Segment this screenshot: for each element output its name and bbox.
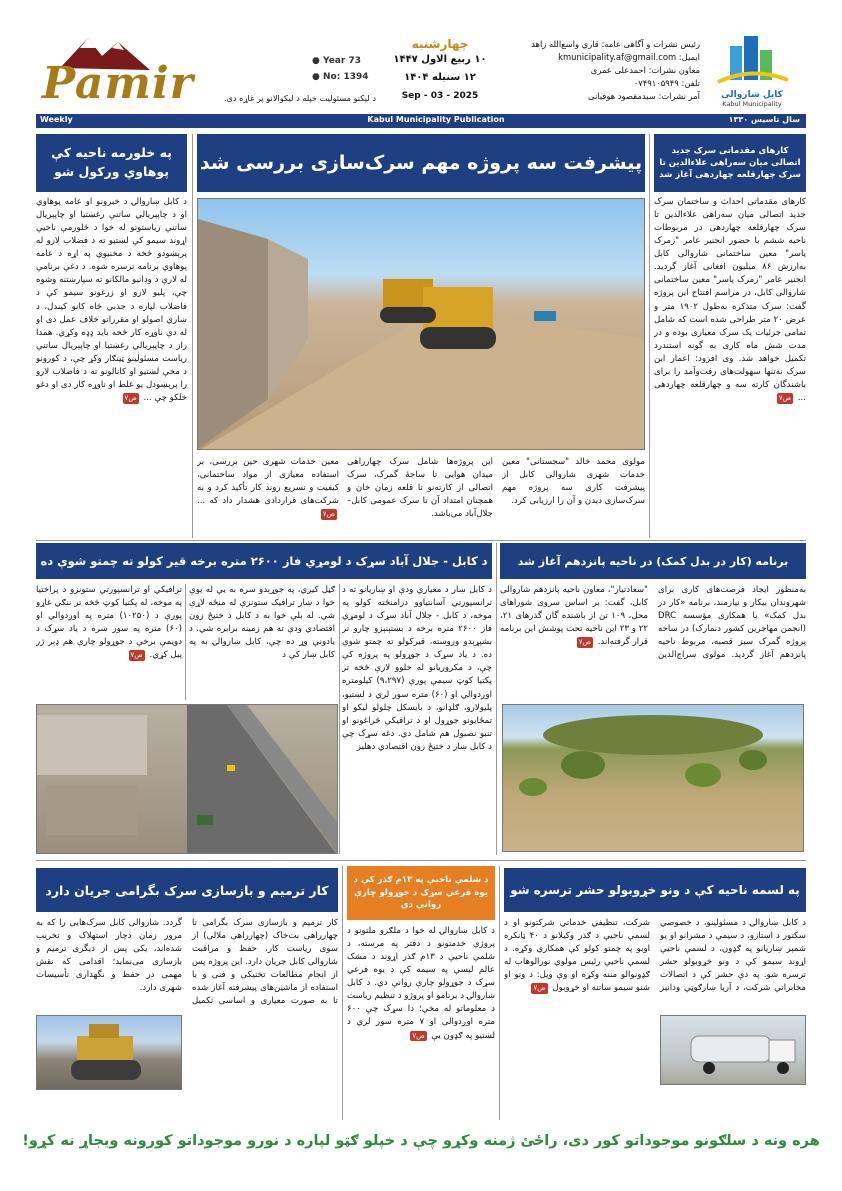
staff-line: معاون نشرات: احمدعلی عمری — [590, 65, 700, 76]
left-story-headline: په خلورمه ناحیه کې پوهاوي ورکول شو — [36, 134, 187, 192]
page-ref: ص۷ — [124, 393, 137, 402]
staff-line: ایمیل: kmunicipality.af@gmail.com — [558, 52, 700, 63]
staff-box — [500, 38, 700, 103]
disclaimer: د لیکنو مسئولیت خپله د لیکوالانو پر غاړه دی. — [223, 93, 376, 103]
divider — [36, 540, 806, 541]
page-ref: ص۷ — [322, 510, 335, 519]
divider — [649, 134, 650, 538]
divider — [496, 543, 497, 855]
bottom-right-headline: په لسمه ناحیه کې د ونو خړوبولو حشر ترسره شو — [504, 868, 806, 912]
founded-label: سال تاسیس ۱۳۳۰ — [728, 115, 800, 124]
pamir-logo — [40, 28, 194, 109]
lead-col-1: مولوی محمد خالد "سجستانی" معین خدمات شهری شاروالی کابل از پیشرفت کاری سه پروژه مهم سرک‌سازی دیدن و آن را ارزیابی کرد. — [502, 457, 645, 507]
staff-line: تلفن: ۰۷۴۹۱۰۵۹۴۹ — [633, 78, 700, 89]
mid-right-col-2: ګڼل کیږي، په جوړېدو سره به یې له یوې خوا د ښار ترافیک ستونزې له منځه لاړې شي. له بلې خوا به د کابل د ختیځ زون اقتصادي ودې ته هم زمینه برابره شي. د یادونې وړ ده چې، کابل ښاروالۍ به په کابل ښار کې د — [189, 585, 335, 661]
date-solar: ۱۲ سنبله ۱۴۰۴ — [404, 72, 476, 83]
masthead-strip — [36, 114, 806, 128]
bottom-mid-headline: د شلمې ناحیې په ۱۳م ګذر کې د یوه فرعي سړک د جوړولو چارې روانې دي — [347, 866, 495, 920]
road-repair-photo — [36, 1015, 182, 1090]
highway-aerial-photo — [36, 704, 338, 854]
bottom-right-body: د کابل ښاروالۍ د مسئولینو، د خصوصي سکتور د استازو، د سیمې د مشرانو او یو شمېر ښاریانو په ګډون، د لسمې ناحیې اړوند سیمو کې د ونو خړوبولو حشر ترسره شو. په دې حشر کې د اتصالات مخابراتي شرکت، د آریا ښارګوټي ودانیز شرکت، تنظیفي خدماتي شرکتونو او د لسمې ناحیې د ګذر وکیلانو د ۴۰ ټانکره اوبو په چمتو کولو کې همکاري وکړه. د لسمې ناحیې رئیس مولوي نورالوهاب له ګډونوالو مننه وکړه او وې ویل: د ونو او شنو سیمو ساتنه او خړوبول ص۷ — [504, 918, 806, 994]
logo-text: Pamir — [42, 58, 194, 109]
page-ref: ص۷ — [578, 638, 591, 647]
tanker-truck-image — [661, 1016, 806, 1085]
muni-name-en: Kabul Municipality — [722, 100, 782, 108]
year-label: ● Year 73 — [312, 56, 361, 66]
weekday: چهارشنبه — [411, 37, 469, 51]
bottom-left-headline: کار ترمیم و بازسازی سرک بگرامی جریان دارد — [36, 868, 338, 912]
divider — [339, 584, 340, 854]
right-story-headline: کارهای مقدماتی سرک جدید اتصالی میان سه‌راهی علاءالدین تا سرک چهارقلعه چهاردهی آغاز شد — [654, 134, 806, 192]
mid-left-body: به‌منظور ایجاد فرصت‌های کاری برای شهروندان بیکار و نیازمند، برنامه «کار در بدل کمک» با همکاری مؤسسه DRC (انجمن مهاجرین کشور دنمارک) در ساحه پروژه گمرک سبز قصبه، مربوط ناحیه پانزدهم آغاز گردید. مولوی سراج‌الدین "سعادتیار"، معاون ناحیه پانزدهم شاروالی کابل، گفت: بر اساس سروی شوراهای محل، ۱۰۹ تن از باشنده گان گذرهای ۲۱، ۲۲ و ۲۳ این ناحیه تحت پوشش این برنامه قرار گرفته‌اند. ص۷ — [500, 585, 806, 661]
water-tanker-photo — [660, 1015, 806, 1085]
divider — [342, 866, 343, 1120]
right-story-body: کارهای مقدماتی احداث و ساختمان سرک جدید اتصالی میان سه‌راهی علاءالدین تا سرک چهارقلعه چهاردهی در مربوطات ناحیه ششم با حضور انجنیر عامر "زمرک یاسر" معین ساختمانی شاروالی کابل به‌ارزش ۸۶ میلیون افغانی آغاز گردید. انجنیر عامر "زمرک یاسر" معین ساختمانی شاروالی کابل، در مراسم افتتاح این پروژه گفت: سرک متذکره به‌طول ۱۹۰۲ متر و عرض ۲۰ متر طراحی شده است که شامل تمامی جزئیات یک سرک معیاری بوده و در مدت شش ماه کاری به گونه استندرد تکمیل خواهد شد. وی افزود: اعمار این سرک نه‌تنها سهولت‌های رفت‌وآمد را برای باشندگان کارته سه و چهارقلعه چهاردهی ... ص۷ — [654, 197, 806, 403]
mid-right-headline: د کابل - جلال آباد سړک د لومړي فاز ۲۶۰۰ متره برخه قیر کولو ته چمتو شوې ده — [36, 543, 492, 579]
page-ref: ص۷ — [130, 651, 143, 660]
masthead — [0, 0, 842, 113]
divider — [499, 866, 500, 1120]
lead-headline: پیشرفت سه پروژه مهم سرک‌سازی بررسی شد — [197, 134, 645, 192]
mid-right-col-3: ترافیکي او ترانسپورتي ستونزو د پراختیا په موخه، له پکتیا کوټ څخه تر ننګي غاړو پورې د (۱۰۲۵۰) متره په اوږدوالي او (۶۰) متره په سور سره د یاد سړک د دویمې برخې د جوړولو چارې هم ډېر ژر پیل کړي. ص۷ — [36, 585, 182, 661]
divider — [36, 860, 806, 861]
page-ref: ص۷ — [533, 984, 546, 993]
road-construction-image — [198, 199, 645, 450]
divider — [192, 134, 193, 538]
weekly-label: Weekly — [40, 115, 73, 124]
mid-left-headline: برنامه (کار در بدل کمک) در ناحیه پانزدهم آغاز شد — [500, 543, 806, 579]
footer-slogan: هره ونه د سلګونو موجوداتو کور دی، راځئ ژمنه وکړو چې د خپلو ګټو لپاره د نورو موجوداتو کورونه ویجاړ نه کړو! — [22, 1133, 820, 1149]
issue-label: ● No: 1394 — [312, 72, 369, 82]
trees-photo — [502, 704, 804, 852]
roller-machine-image — [37, 1016, 182, 1090]
lead-col-2: این پروژه‌ها شامل سرک چهارراهی میدان هوایی تا ساحهٔ گمرک، سرک اتصالی از کارته‌نو تا قلعه زمان خان و همچنان امتداد آن تا سرک عمومی کابل–جلال‌آباد می‌باشد. — [347, 457, 493, 520]
page-ref: ص۷ — [778, 393, 792, 402]
city-buildings-icon — [712, 30, 792, 86]
bottom-left-body: کار ترمیم و بازسازی سرک بگرامی تا چهارراهی بت‌خاک (چهارراهی ملالی) از سوی ریاست کار، حفظ و مراقبت شاروالی کابل جریان دارد. این پروژه پس از انجام مطالعات تخنیکی و فنی و با استفاده از ماشین‌های پیشرفته آغاز شده تا به صورت معیاری و اساسی تکمیل گردد. شاروالی کابل سرک‌هایی را که به مرور زمان دچار استهلاک و تخریب شده‌اند، یکی پس از دیگری ترمیم و بازسازی می‌نماید؛ اقدامی که نقش مهمی در حفظ و نگهداری تأسیسات شهری دارد. — [36, 918, 338, 1007]
date-gregorian: Sep - 03 - 2025 — [401, 91, 479, 101]
green-area-image — [503, 705, 804, 852]
divider — [185, 584, 186, 700]
left-story-body: د کابل ښاروالۍ د خبرونو او عامه پوهاوي او د چاپېریالي ساتنې رغښتيا او چاپېریال ساتنې ریاستونو له خوا د څلورمې ناحیې اړوند سیمو کې لښتیو ته د فضلاب لارو له پرېښودو څخه د مخنیوي په اړه د عامه پوهاوي برنامه ترسره شوه. د دغې برنامې له لارې د ودانیو مالکانو ته سپارښتنه وشوه چې، پلیو لارو او زرغونو سیمو کې د فاضلاب لپاره د جذبي څاه کانو کیندل، د ښاري اصولو او مقرراتو خلاف عمل دی او له دې ناوړه کار څخه باید ډډه وکړي. همدا راز د چاپېریالي رغښتيا او چاپېریال ساتنې ریاست مسئولینو ټینګار وکړ چې، د کورونو د مخې لښتیو او کانالونو ته د فاضلاب لارو را پرېښودل یو غلط او ناوړه کار دی او دغو خلکو چې ... ص۷ — [36, 197, 187, 403]
municipality-logo — [712, 30, 792, 108]
mid-right-col-1: د کابل ښار د معیاري ودې او ښاریانو ته د ترانسپورتي آسانتیاوو درامنځته کولو په موخه، د کابل - جلال آباد سړک د لومړي فاز ۲۶۰۰ متره برخه د بښتېنېزو چارو تر بشپړېدو وروسته، قیرکولو ته چمتو شوې ده. د یاد سړک د جوړولو په پروژه کې چې، د مکروریانو له خلوو لارې څخه تر پکتیا کوټ سیمې پورې (۹،۲۹۷) کیلومتره اوږدوالي او (۶۰) متره سور لري د لښتیو، پلیولارو، ګلډانو، د بایسکل چلولو لیکو او تمځایونو جوړول او د ترافیکي څراغونو او تنبو نصبول هم شامل دي. دغه سړک چې د کابل ښار د ختیځ زون اقتصادي دهلیز — [342, 585, 492, 752]
lead-col-3: معین خدمات شهری حین بررسی، بر استفاده معیاری از مواد ساختمانی، کیفیت و تسریع روند کار تأکید کرد و به شرکت‌های قراردادی هشدار داد که ... ص۷ — [197, 457, 339, 519]
publication-label: Kabul Municipality Publication — [367, 115, 505, 124]
staff-line: رئیس نشرات و آگاهی عامه: قاري واسع‌الله زاهد — [531, 39, 700, 49]
highway-image — [37, 705, 338, 854]
staff-line: آمر نشرات: سیدمقصود هوفیانی — [588, 91, 700, 102]
muni-name: کابل ښاروالی — [721, 90, 783, 100]
road-roller-photo — [197, 198, 645, 450]
bottom-mid-body: د کابل ښاروالۍ له خوا د ملګرو ملتونو د پروژې خدمتونو د دفتر په مرسته، د شلمې ناحیې د ۱۳م ګذر اړوند د مشک عالم لیسې په سیمه کې د یوه فرعي سړک د جوړولو چارې روانې دي. د کابل ښاروالۍ د برنامو او پروژو د تنظیم ریاست د معلوماتو له مخې؛ دا سړک چې ۶۰۰ متره اوږدوالی او ۷ متره سور لري د لښتیو په ګډون یې ص۷ — [347, 926, 495, 1041]
page-ref: ص۷ — [412, 1031, 425, 1040]
date-lunar: ۱۰ ربیع الاول ۱۴۴۷ — [393, 54, 487, 65]
